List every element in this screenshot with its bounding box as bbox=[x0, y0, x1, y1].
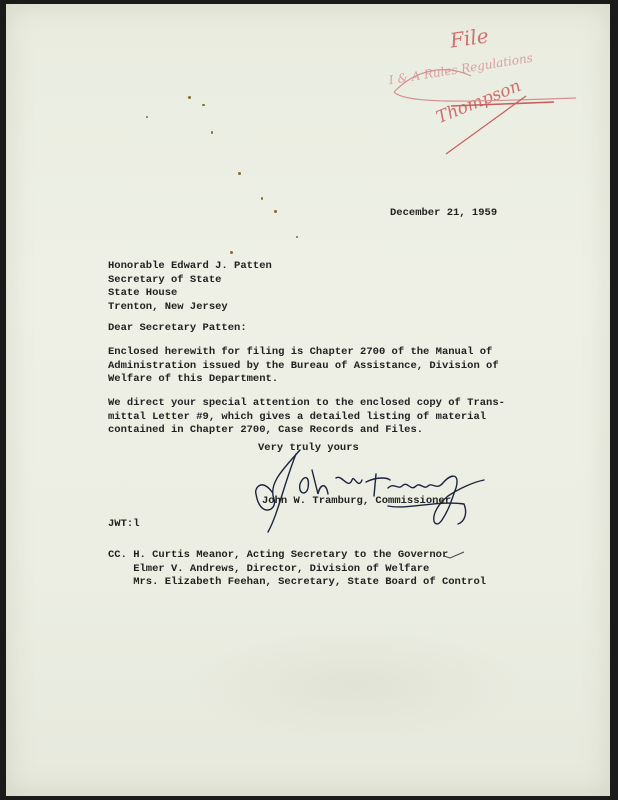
rust-speck bbox=[211, 131, 213, 134]
name-annotation: Thompson bbox=[433, 75, 524, 129]
address-line: Honorable Edward J. Patten bbox=[108, 260, 272, 272]
cc-line: CC. H. Curtis Meanor, Acting Secretary to the Governor bbox=[108, 549, 449, 561]
cc-list bbox=[108, 549, 486, 590]
rust-speck bbox=[274, 210, 277, 213]
address-line: Trenton, New Jersey bbox=[108, 300, 228, 313]
rust-speck bbox=[188, 96, 191, 99]
salutation: Dear Secretary Patten: bbox=[108, 322, 247, 334]
bleed-through-shading bbox=[186, 624, 526, 744]
closing: Very truly yours bbox=[258, 442, 359, 454]
body-line: We direct your special attention to the enclosed copy of Trans- bbox=[108, 397, 505, 409]
paragraph-1 bbox=[108, 346, 499, 387]
address-line: Secretary of State bbox=[108, 273, 222, 286]
handwritten-signature bbox=[238, 444, 488, 539]
rust-speck bbox=[296, 236, 298, 238]
check-mark-icon bbox=[442, 550, 466, 560]
body-line: contained in Chapter 2700, Case Records and Files. bbox=[108, 424, 424, 436]
cc-line: Elmer V. Andrews, Director, Division of Welfare bbox=[108, 562, 430, 575]
rust-speck bbox=[146, 116, 148, 118]
body-line: mittal Letter #9, which gives a detailed listing of material bbox=[108, 410, 487, 423]
body-line: Welfare of this Department. bbox=[108, 373, 279, 385]
paragraph-2 bbox=[108, 397, 505, 438]
rust-speck bbox=[230, 251, 233, 254]
address-line: State House bbox=[108, 287, 178, 299]
rust-speck bbox=[238, 172, 241, 175]
rust-speck bbox=[202, 104, 205, 106]
file-annotation: File bbox=[448, 23, 490, 53]
annotation-strokes bbox=[376, 24, 606, 164]
letter-date: December 21, 1959 bbox=[390, 207, 498, 219]
routing-annotation: I & A Rules Regulations bbox=[387, 50, 534, 88]
body-line: Enclosed herewith for filing is Chapter 2700 of the Manual of bbox=[108, 346, 493, 358]
cc-line: Mrs. Elizabeth Feehan, Secretary, State Board of Control bbox=[108, 576, 487, 588]
inside-address bbox=[108, 260, 272, 314]
rust-speck bbox=[261, 197, 263, 200]
reference-initials: JWT:l bbox=[108, 518, 140, 530]
signature-name: John W. Tramburg, Commissioner bbox=[262, 495, 452, 507]
letter-page bbox=[6, 4, 610, 796]
body-line: Administration issued by the Bureau of Assistance, Division of bbox=[108, 359, 499, 372]
